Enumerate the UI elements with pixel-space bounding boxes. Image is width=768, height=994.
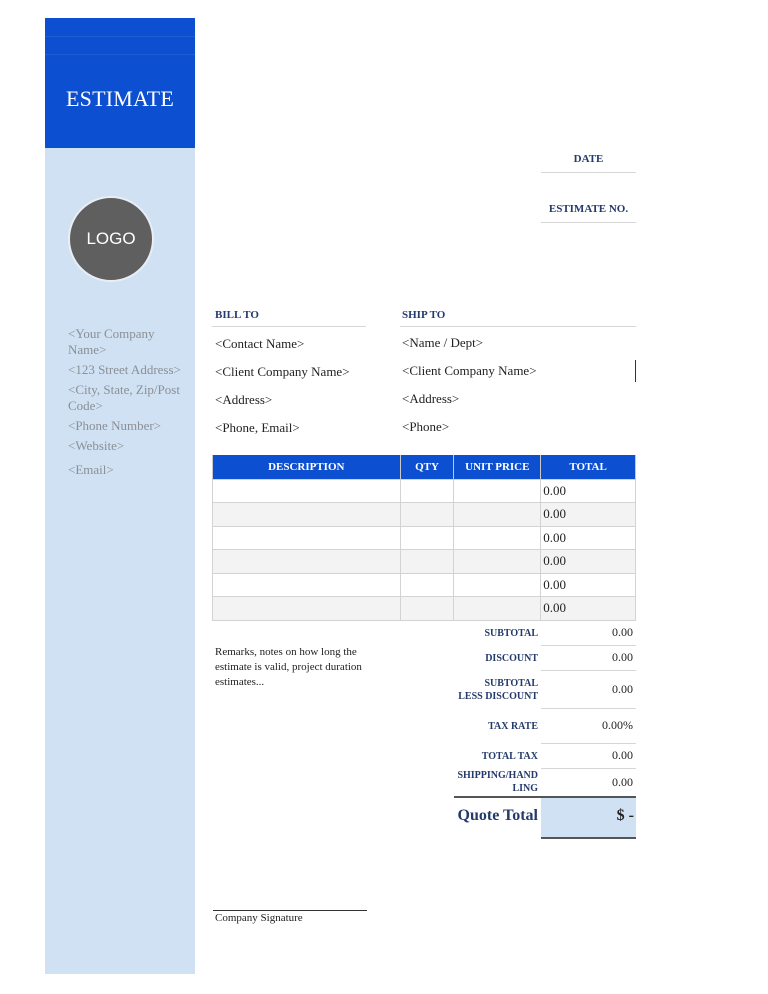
- ship-to-divider: [400, 326, 636, 327]
- summary-divider: [541, 645, 636, 646]
- quote-total-value: $ -: [616, 807, 634, 824]
- items-table: [212, 455, 636, 621]
- shipping-label: [440, 769, 538, 795]
- ship-to-phone[interactable]: <Phone>: [402, 419, 450, 434]
- ship-to-heading: SHIP TO: [402, 309, 446, 321]
- cell-qty[interactable]: [400, 550, 454, 574]
- document-title: ESTIMATE: [66, 86, 174, 111]
- label-line-2: LING: [512, 783, 538, 794]
- cell-unit-price[interactable]: [454, 597, 541, 621]
- quote-total-label: Quote Total: [457, 807, 538, 824]
- company-name[interactable]: <Your Company Name>: [68, 326, 155, 357]
- cell-unit-price[interactable]: [454, 503, 541, 527]
- label-line-2: LESS DISCOUNT: [458, 691, 538, 702]
- company-phone[interactable]: <Phone Number>: [68, 418, 162, 433]
- logo-text: LOGO: [86, 229, 136, 248]
- cell-description[interactable]: [213, 550, 401, 574]
- tax-rate-value[interactable]: 0.00%: [602, 718, 633, 732]
- text-cursor: [635, 360, 636, 382]
- table-row: [213, 550, 636, 574]
- company-email[interactable]: <Email>: [68, 462, 114, 477]
- cell-total: 0.00: [541, 597, 636, 621]
- cell-qty[interactable]: [400, 573, 454, 597]
- cell-description[interactable]: [213, 503, 401, 527]
- logo-placeholder[interactable]: [68, 196, 154, 282]
- subtotal-less-discount-value: 0.00: [612, 682, 633, 696]
- cell-description[interactable]: [213, 479, 401, 503]
- col-unit-price: UNIT PRICE: [454, 455, 541, 479]
- discount-value[interactable]: 0.00: [612, 650, 633, 664]
- table-row: [213, 597, 636, 621]
- cell-unit-price[interactable]: [454, 479, 541, 503]
- estimate-no-field-line[interactable]: [541, 222, 636, 223]
- bill-to-contact[interactable]: <Contact Name>: [215, 336, 305, 351]
- summary-divider: [541, 708, 636, 709]
- bill-to-divider: [212, 326, 366, 327]
- subtotal-label: SUBTOTAL: [484, 628, 538, 639]
- tax-rate-label: TAX RATE: [488, 721, 538, 732]
- table-row: [213, 573, 636, 597]
- remarks-text[interactable]: Remarks, notes on how long the estimate is valid, project duration estimates...: [215, 646, 362, 688]
- quote-total-bottom-rule: [541, 837, 636, 839]
- cell-description[interactable]: [213, 597, 401, 621]
- sidebar-header: [45, 18, 195, 148]
- ship-to-name-dept[interactable]: <Name / Dept>: [402, 335, 484, 350]
- bill-to-phone-email[interactable]: <Phone, Email>: [215, 420, 300, 435]
- signature-label: Company Signature: [215, 912, 303, 924]
- signature-line[interactable]: [213, 910, 367, 911]
- cell-unit-price[interactable]: [454, 526, 541, 550]
- ship-to-company[interactable]: <Client Company Name>: [402, 363, 537, 378]
- bill-to-company[interactable]: <Client Company Name>: [215, 364, 350, 379]
- cell-unit-price[interactable]: [454, 573, 541, 597]
- cell-qty[interactable]: [400, 503, 454, 527]
- col-qty: QTY: [400, 455, 454, 479]
- summary-divider: [541, 768, 636, 769]
- cell-description[interactable]: [213, 526, 401, 550]
- cell-qty[interactable]: [400, 597, 454, 621]
- label-line-1: SUBTOTAL: [484, 678, 538, 689]
- shipping-value[interactable]: 0.00: [612, 775, 633, 789]
- label-line-1: SHIPPING/HAND: [457, 770, 538, 781]
- total-tax-value: 0.00: [612, 748, 633, 762]
- date-field-line[interactable]: [541, 172, 636, 173]
- col-description: DESCRIPTION: [213, 455, 401, 479]
- cell-total: 0.00: [541, 526, 636, 550]
- cell-total: 0.00: [541, 479, 636, 503]
- ship-to-address[interactable]: <Address>: [402, 391, 460, 406]
- discount-label: DISCOUNT: [485, 653, 538, 664]
- company-city[interactable]: <City, State, Zip/Post Code>: [68, 382, 180, 413]
- company-info: [68, 326, 193, 482]
- total-tax-label: TOTAL TAX: [481, 751, 538, 762]
- sidebar: [45, 18, 195, 974]
- company-street[interactable]: <123 Street Address>: [68, 362, 181, 377]
- summary-divider: [541, 743, 636, 744]
- table-row: [213, 526, 636, 550]
- cell-unit-price[interactable]: [454, 550, 541, 574]
- cell-qty[interactable]: [400, 526, 454, 550]
- cell-total: 0.00: [541, 573, 636, 597]
- cell-total: 0.00: [541, 503, 636, 527]
- table-row: [213, 479, 636, 503]
- bill-to-heading: BILL TO: [215, 309, 259, 321]
- cell-description[interactable]: [213, 573, 401, 597]
- subtotal-value: 0.00: [612, 625, 633, 639]
- subtotal-less-discount-label: [440, 677, 538, 703]
- bill-to-address[interactable]: <Address>: [215, 392, 273, 407]
- cell-qty[interactable]: [400, 479, 454, 503]
- cell-total: 0.00: [541, 550, 636, 574]
- table-row: [213, 503, 636, 527]
- items-table-header: [213, 455, 636, 479]
- col-total: TOTAL: [541, 455, 636, 479]
- estimate-no-label: ESTIMATE NO.: [548, 203, 629, 215]
- company-website[interactable]: <Website>: [68, 438, 125, 453]
- summary-divider: [541, 670, 636, 671]
- date-label: DATE: [573, 153, 604, 165]
